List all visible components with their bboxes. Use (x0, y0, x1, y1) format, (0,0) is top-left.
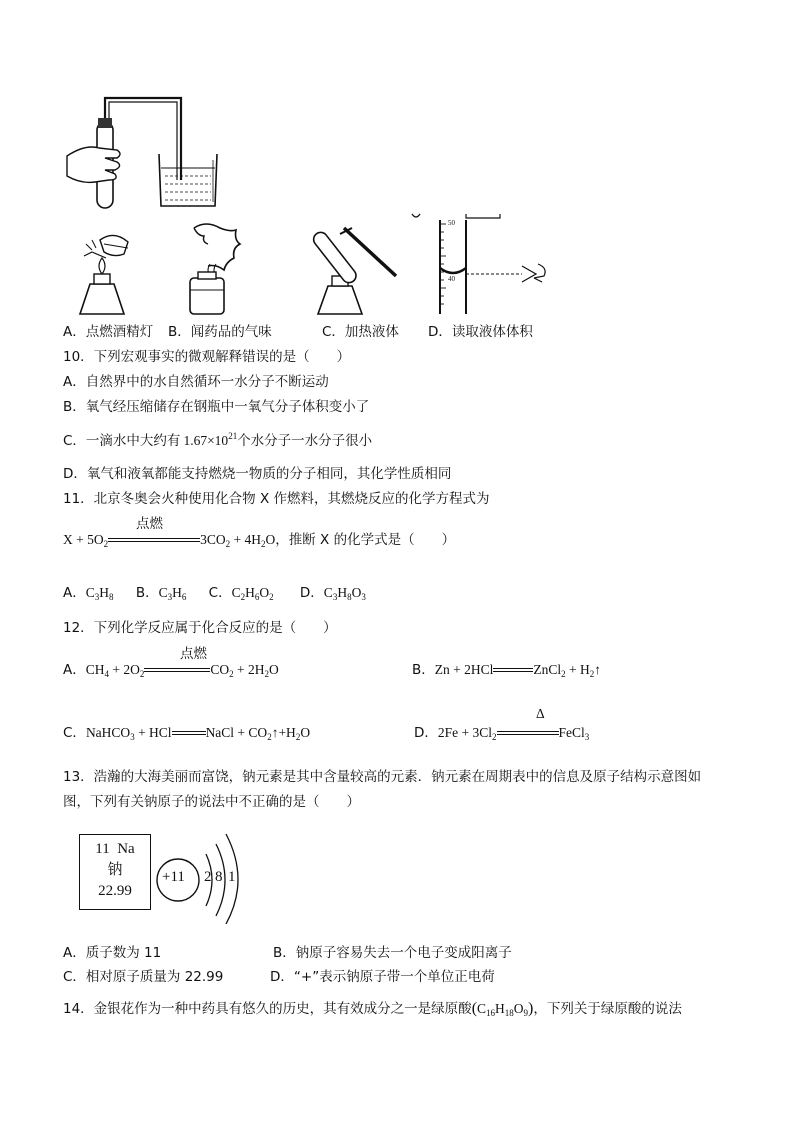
element-number: 11 (95, 841, 110, 857)
q12-stem: 12．下列化学反应属于化合反应的是（ ） (63, 620, 337, 636)
q10-c-suffix: 个水分子一水分子很小 (237, 433, 373, 449)
q13-option-b: B．钠原子容易失去一个电子变成阳离子 (273, 945, 512, 961)
q9-option-d: D．读取液体体积 (428, 324, 533, 340)
q12-option-d: D．$2Fe + 3Cl_2$ FeCl$_3$ (414, 725, 590, 742)
q12-b-eq-sign (493, 663, 533, 677)
q10-c-prefix: C．一滴水中大约有 (63, 433, 181, 449)
q14-stem-a: 14．金银花作为一种中药具有悠久的历史，其有效成分之一是绿原酸 (63, 1001, 472, 1017)
q11-option-a-label: A． (63, 585, 86, 601)
q10-c-exponent: 21 (228, 431, 238, 441)
element-name: 钠 (107, 862, 123, 878)
q12-d-eq-sign (497, 726, 559, 740)
q9-option-a: A．点燃酒精灯 (63, 324, 154, 340)
q11-options: A．$C_3H_8$ B．$C_3H_6$ C．$C_2H_6O_2$ D．$C_3H_8O_3$ (63, 585, 366, 602)
q11-eq-sign (108, 533, 200, 547)
q11-option-d-label: D． (299, 585, 324, 601)
periodic-element-box (79, 834, 151, 910)
q10-option-c (63, 429, 372, 449)
airtightness-check-figure (65, 92, 225, 212)
q11-eq-co2: 3CO (200, 532, 226, 547)
q10-option-d: D．氧气和液氧都能支持燃烧一物质的分子相同，其化学性质相同 (63, 466, 452, 482)
q12-c-eq-sign (172, 726, 206, 740)
q11-equation: $X + 5O_2$ $3CO_2 + 4H_2O$，推断 X 的化学式是（ ） (63, 532, 456, 549)
q11-tail: ，推断 X 的化学式是（ ） (275, 532, 456, 548)
q12-option-c: C．NaHCO$_3$ + HCl NaCl + $CO_2↑+H_2O$ (63, 725, 311, 742)
heating-liquid-figure (300, 220, 400, 318)
q13-stem-line1: 13．浩瀚的大海美丽而富饶，钠元素是其中含量较高的元素．钠元素在周期表中的信息及原子结构示意图如 (63, 769, 702, 785)
q11-eq-o: O (265, 532, 276, 547)
q12-option-b: B．Zn + 2HCl ZnCl$_2$ + $H_2↑$ (412, 662, 602, 679)
q12-a-label: A． (63, 662, 86, 678)
q13-option-a: A．质子数为 11 (63, 945, 162, 961)
q9-option-b: B．闻药品的气味 (168, 324, 272, 340)
q10-c-number: 1.67 (183, 433, 208, 448)
smelling-figure (180, 218, 250, 316)
cylinder-tick-40: 40 (448, 275, 455, 283)
q14-stem-b: ，下列关于绿原酸的说法 (533, 1001, 682, 1017)
q12-b-label: B． (412, 662, 435, 678)
reading-volume-figure (410, 210, 560, 318)
q13-option-c: C．相对原子质量为 22.99 (63, 969, 224, 985)
nucleus-charge: +11 (162, 869, 185, 885)
element-symbol: Na (117, 841, 135, 857)
q13-option-d: D．“+”表示钠原子带一个单位正电荷 (270, 969, 495, 985)
shell-2-electrons: 8 (215, 869, 223, 885)
q11-option-b-label: B． (135, 585, 159, 601)
q10-stem: 10．下列宏观事实的微观解释错误的是（ ） (63, 349, 351, 365)
lighting-alcohol-lamp-figure (62, 222, 142, 318)
q12-a-eq-sign (144, 663, 210, 677)
q12-d-label: D． (414, 725, 438, 741)
shell-1-electrons: 2 (204, 869, 212, 885)
q11-option-c-label: C． (208, 585, 232, 601)
q12-a-condition: 点燃 (180, 646, 207, 662)
cylinder-tick-50: 50 (448, 219, 455, 227)
q11-eq-h: + 4H (230, 532, 262, 547)
q10-option-b: B．氧气经压缩储存在钢瓶中一氧气分子体积变小了 (63, 399, 370, 415)
q11-eq-left: X + 5O (63, 532, 104, 547)
q10-c-times: ×10 (207, 433, 229, 448)
q12-c-label: C． (63, 725, 86, 741)
shell-3-electrons: 1 (228, 869, 236, 885)
q12-option-a: A．$CH_4 + 2O_2$ $CO_2 + 2H_2O$ (63, 662, 279, 679)
q14-stem: 14．金银花作为一种中药具有悠久的历史，其有效成分之一是绿原酸$(C_{16}H_{18}O_9)$，下列关于绿原酸的说法 (63, 1000, 682, 1018)
q9-option-c: C．加热液体 (322, 324, 399, 340)
q10-option-a: A．自然界中的水自然循环一水分子不断运动 (63, 374, 329, 390)
q12-d-condition: Δ (536, 706, 545, 721)
q11-stem: 11．北京冬奥会火种使用化合物 X 作燃料，其燃烧反应的化学方程式为 (63, 491, 490, 507)
q11-condition: 点燃 (136, 516, 163, 532)
element-mass: 22.99 (98, 883, 132, 899)
q13-stem-line2: 图，下列有关钠原子的说法中不正确的是（ ） (63, 794, 360, 810)
